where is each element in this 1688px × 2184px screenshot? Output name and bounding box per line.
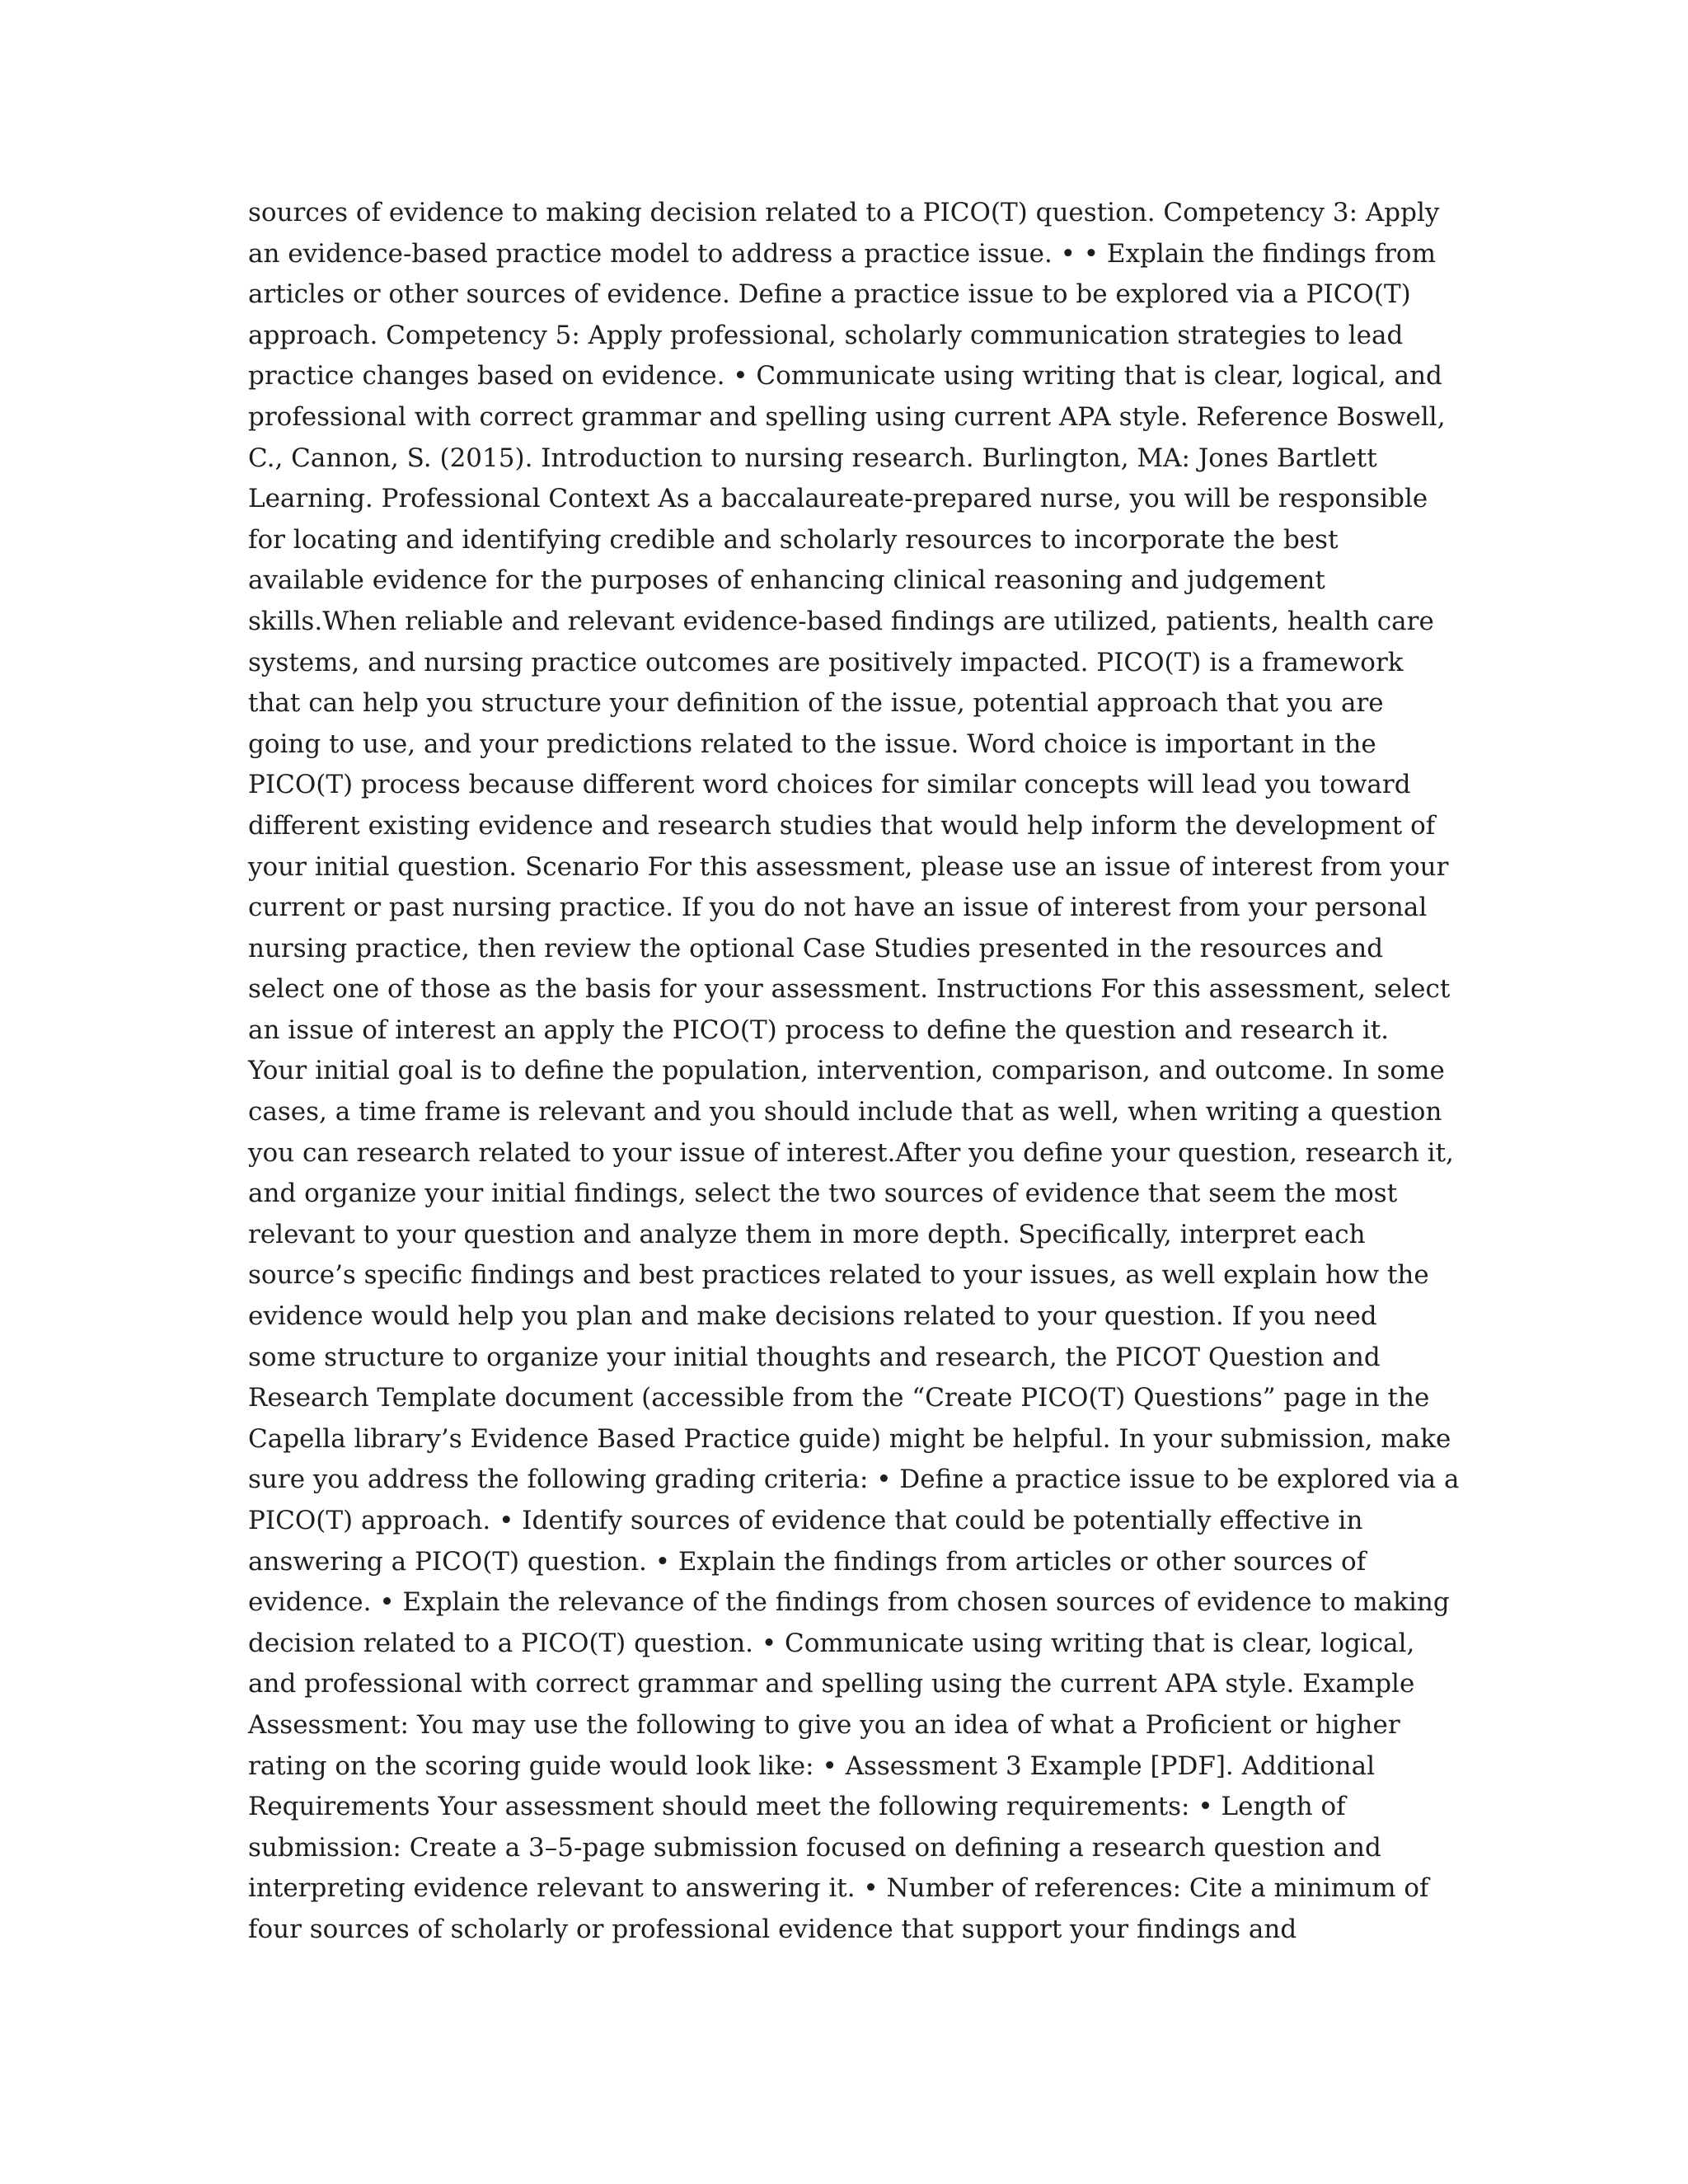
text-line: source’s specific findings and best practices related to your issues, as well explain how the [248,1260,1429,1291]
text-line: current or past nursing practice. If you do not have an issue of interest from your personal [248,893,1428,923]
text-line: Your initial goal is to define the population, intervention, comparison, and outcome. In some [248,1056,1445,1086]
text-line: Learning. Professional Context As a baccalaureate-prepared nurse, you will be responsible [248,484,1428,514]
text-line: interpreting evidence relevant to answering it. • Number of references: Cite a minimum of [248,1873,1429,1904]
text-line: and organize your initial findings, select the two sources of evidence that seem the most [248,1179,1398,1209]
text-line: going to use, and your predictions related to the issue. Word choice is important in the [248,729,1376,759]
text-line: evidence. • Explain the relevance of the findings from chosen sources of evidence to making [248,1587,1450,1618]
text-line: four sources of scholarly or professional evidence that support your findings and [248,1914,1297,1944]
text-line: select one of those as the basis for your assessment. Instructions For this assessment, select [248,974,1451,1005]
text-line: for locating and identifying credible and scholarly resources to incorporate the best [248,524,1339,555]
text-line: cases, a time frame is relevant and you should include that as well, when writing a question [248,1097,1442,1127]
text-line: practice changes based on evidence. • Communicate using writing that is clear, logical, and [248,361,1442,391]
text-line: Requirements Your assessment should meet the following requirements: • Length of [248,1792,1346,1822]
text-line: systems, and nursing practice outcomes are positively impacted. PICO(T) is a framework [248,647,1404,677]
text-line: professional with correct grammar and spelling using current APA style. Reference Boswell, [248,401,1446,432]
text-line: Assessment: You may use the following to give you an idea of what a Proficient or higher [248,1709,1400,1740]
text-line: an evidence-based practice model to address a practice issue. • • Explain the findings from [248,238,1436,269]
text-line: PICO(T) approach. • Identify sources of evidence that could be potentially effective in [248,1506,1363,1535]
text-line: you can research related to your issue of interest.After you define your question, research it, [248,1137,1454,1168]
text-line: Capella library’s Evidence Based Practice guide) might be helpful. In your submission, make [248,1423,1451,1454]
text-line: your initial question. Scenario For this assessment, please use an issue of interest from your [248,851,1449,882]
text-line: decision related to a PICO(T) question. • Communicate using writing that is clear, logical, [248,1628,1415,1658]
text-line: C., Cannon, S. (2015). Introduction to nursing research. Burlington, MA: Jones Bartlett [248,443,1377,473]
text-line: submission: Create a 3–5-page submission focused on defining a research question and [248,1832,1381,1863]
text-line: answering a PICO(T) question. • Explain the findings from articles or other sources of [248,1546,1367,1577]
text-line: relevant to your question and analyze them in more depth. Specifically, interpret each [248,1219,1366,1249]
text-line: different existing evidence and research studies that would help inform the development of [248,810,1436,841]
text-line: rating on the scoring guide would look like: • Assessment 3 Example [PDF]. Additional [248,1750,1376,1781]
text-line: and professional with correct grammar and spelling using the current APA style. Example [248,1669,1415,1699]
text-line: PICO(T) process because different word choices for similar concepts will lead you toward [248,770,1411,800]
text-line: sources of evidence to making decision related to a PICO(T) question. Competency 3: Apply [248,198,1440,227]
text-line: approach. Competency 5: Apply professional, scholarly communication strategies to lead [248,320,1404,350]
text-line: nursing practice, then review the optional Case Studies presented in the resources and [248,933,1384,963]
text-line: sure you address the following grading criteria: • Define a practice issue to be explored via a [248,1465,1460,1495]
text-line: some structure to organize your initial thoughts and research, the PICOT Question and [248,1342,1381,1372]
text-line: Research Template document (accessible from the “Create PICO(T) Questions” page in the [248,1383,1430,1413]
text-line: skills.When reliable and relevant evidence-based findings are utilized, patients, health care [248,606,1434,636]
text-line: an issue of interest an apply the PICO(T) process to define the question and research it. [248,1015,1390,1045]
text-line: that can help you structure your definition of the issue, potential approach that you are [248,688,1384,719]
text-line: available evidence for the purposes of enhancing clinical reasoning and judgement [248,565,1325,596]
body-text [248,193,1460,1951]
text-line: articles or other sources of evidence. Define a practice issue to be explored via a PICO(T) [248,279,1411,310]
text-line: evidence would help you plan and make decisions related to your question. If you need [248,1301,1377,1332]
